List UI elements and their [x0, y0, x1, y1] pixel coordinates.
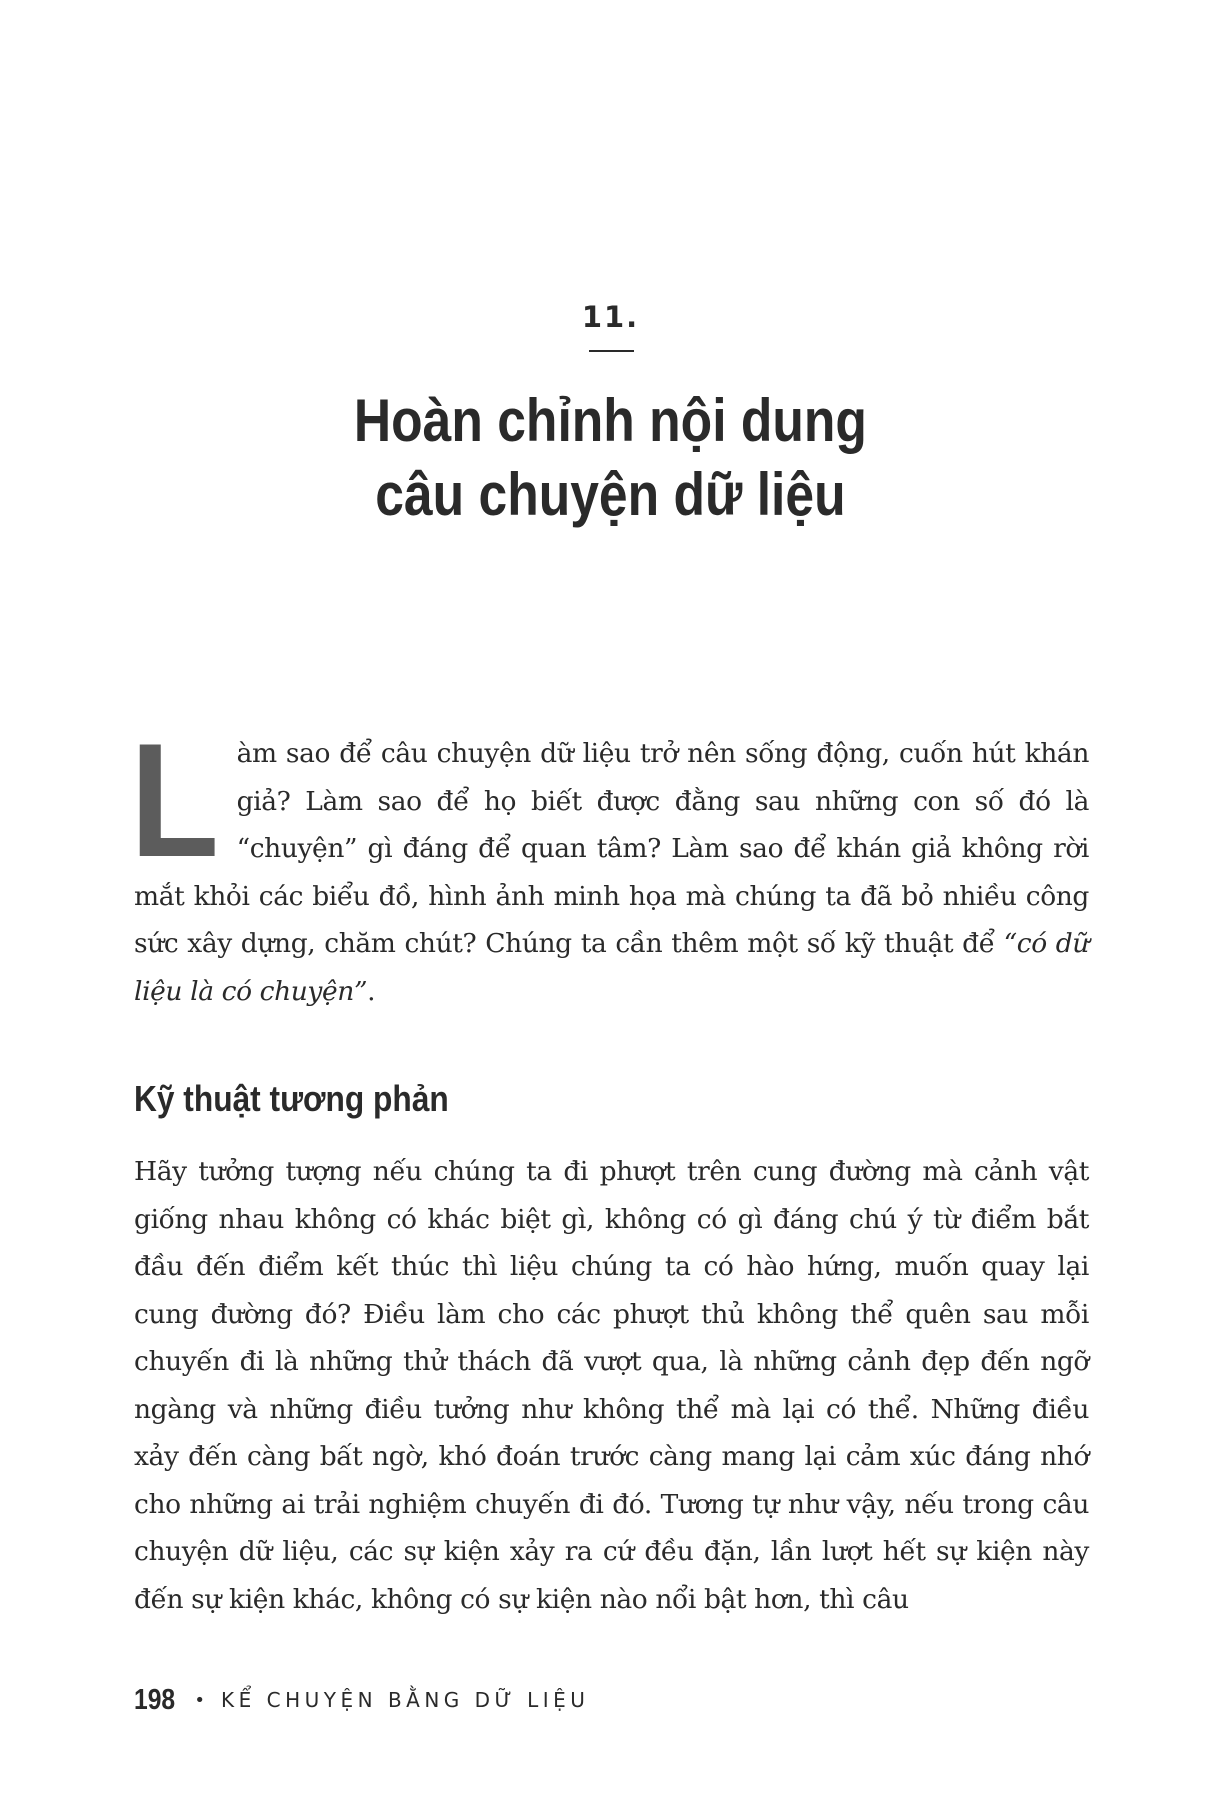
running-title: KỂ CHUYỆN BẰNG DỮ LIỆU — [221, 1688, 590, 1712]
intro-italic-quote: “có dữ liệu là có chuyện” — [134, 928, 1089, 1007]
page-footer — [134, 1680, 589, 1720]
intro-paragraph — [130, 710, 1089, 1015]
page-number: 198 — [134, 1683, 176, 1716]
section-paragraph: Hãy tưởng tượng nếu chúng ta đi phượt trên cung đường mà cảnh vật giống nhau không có khác biệt gì, không có gì đáng chú ý từ điểm bắt đầu đến điểm kết thúc thì liệu chúng ta có hào hứng, muốn quay lại cung đường đó? Điều làm cho các phượt thủ không thể quên sau mỗi chuyến đi là những thử thách đã vượt qua, là những cảnh đẹp đến ngỡ ngàng và những điều tưởng như không thể mà lại có thể. Những điều xảy đến càng bất ngờ, khó đoán trước càng mang lại cảm xúc đáng nhớ cho những ai trải nghiệm chuyến đi đó. Tương tự như vậy, nếu trong câu chuyện dữ liệu, các sự kiện xảy ra cứ đều đặn, lần lượt hết sự kiện này đến sự kiện khác, không có sự kiện nào nổi bật hơn, thì câu — [134, 1156, 1089, 1615]
footer-bullet: • — [194, 1689, 206, 1711]
chapter-title-line-2: câu chuyện dữ liệu — [375, 461, 846, 528]
chapter-number-underline — [589, 350, 634, 352]
intro-paragraph-block — [130, 710, 1089, 1015]
section-body — [134, 1148, 1089, 1623]
section-heading: Kỹ thuật tương phản — [134, 1078, 449, 1119]
chapter-title — [85, 384, 1135, 532]
intro-end-punctuation: . — [367, 975, 376, 1007]
drop-cap: L — [130, 710, 219, 891]
chapter-number: 11. — [581, 300, 640, 334]
chapter-title-line-1: Hoàn chỉnh nội dung — [353, 387, 867, 454]
intro-text: àm sao để câu chuyện dữ liệu trở nên sống động, cuốn hút khán giả? Làm sao để họ biết được đằng sau những con số đó là “chuyện” gì đáng để quan tâm? Làm sao để khán giả không rời mắt khỏi các biểu đồ, hình ảnh minh họa mà chúng ta đã bỏ nhiều công sức xây dựng, chăm chút? Chúng ta cần thêm một số kỹ thuật để — [134, 738, 1089, 959]
